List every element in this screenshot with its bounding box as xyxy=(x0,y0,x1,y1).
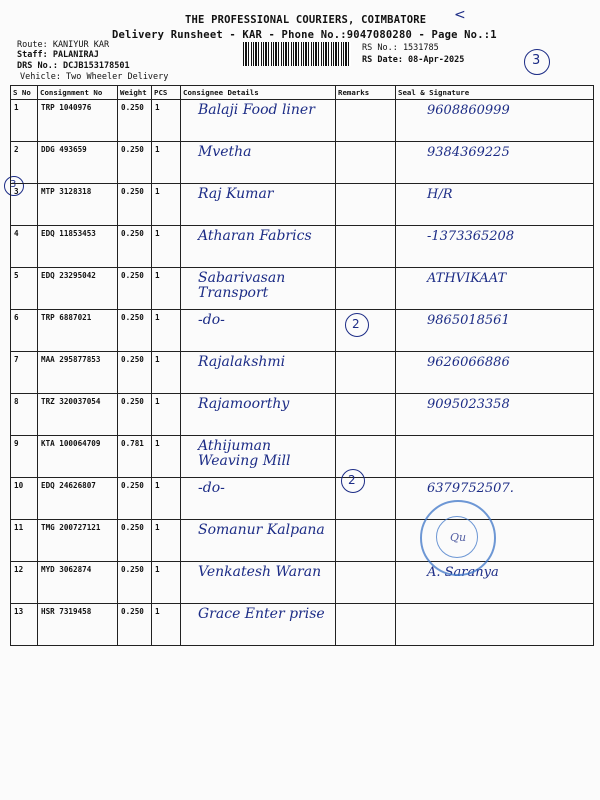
handwritten-signature: 9865018561 xyxy=(427,313,510,328)
sno-cell: 5 xyxy=(11,268,38,310)
signature-cell xyxy=(396,352,594,394)
consignment-cell: MTP 3128318 xyxy=(38,184,118,226)
pcs-cell: 1 xyxy=(152,142,181,184)
pcs-cell: 1 xyxy=(152,310,181,352)
consignment-cell: TRZ 320037054 xyxy=(38,394,118,436)
sno-cell: 9 xyxy=(11,436,38,478)
consignee-cell xyxy=(181,226,336,268)
consignee-cell xyxy=(181,394,336,436)
weight-cell: 0.250 xyxy=(118,142,152,184)
consignee-cell xyxy=(181,142,336,184)
row6-circle-label: 2 xyxy=(352,317,360,331)
weight-cell: 0.250 xyxy=(118,310,152,352)
consignment-cell: DDG 493659 xyxy=(38,142,118,184)
pcs-cell: 1 xyxy=(152,100,181,142)
consignee-cell xyxy=(181,352,336,394)
remarks-cell xyxy=(336,268,396,310)
handwritten-consignee: Mvetha xyxy=(198,144,252,160)
weight-cell: 0.250 xyxy=(118,604,152,646)
signature-cell xyxy=(396,310,594,352)
consignment-cell: MAA 295877853 xyxy=(38,352,118,394)
consignee-cell xyxy=(181,184,336,226)
consignment-cell: TRP 6887021 xyxy=(38,310,118,352)
handwritten-consignee: Somanur Kalpana xyxy=(198,522,325,538)
sno-cell: 2 xyxy=(11,142,38,184)
remarks-cell xyxy=(336,100,396,142)
table-row xyxy=(11,478,594,520)
weight-cell: 0.250 xyxy=(118,184,152,226)
handwritten-signature: 9384369225 xyxy=(427,145,510,160)
weight-cell: 0.250 xyxy=(118,226,152,268)
col-pcs: PCS xyxy=(152,86,181,100)
pcs-cell: 1 xyxy=(152,352,181,394)
table-row xyxy=(11,394,594,436)
weight-cell: 0.250 xyxy=(118,520,152,562)
table-row xyxy=(11,562,594,604)
table-row xyxy=(11,226,594,268)
sno-cell: 7 xyxy=(11,352,38,394)
sno-cell: 12 xyxy=(11,562,38,604)
table-row xyxy=(11,100,594,142)
sno-cell: 10 xyxy=(11,478,38,520)
sno-cell: 13 xyxy=(11,604,38,646)
top-mark: < xyxy=(454,7,466,23)
consignment-cell: EDQ 24626807 xyxy=(38,478,118,520)
page-circle xyxy=(524,49,550,75)
pcs-cell: 1 xyxy=(152,562,181,604)
consignment-cell: TRP 1040976 xyxy=(38,100,118,142)
vehicle-text: Vehicle: Two Wheeler Delivery xyxy=(20,72,169,82)
consignment-cell: TMG 200727121 xyxy=(38,520,118,562)
consignment-cell: HSR 7319458 xyxy=(38,604,118,646)
drs-text: DRS No.: DCJB153178501 xyxy=(17,61,130,71)
handwritten-signature: 9608860999 xyxy=(427,103,510,118)
col-remarks: Remarks xyxy=(336,86,396,100)
handwritten-signature: 6379752507. xyxy=(427,481,514,496)
weight-cell: 0.250 xyxy=(118,478,152,520)
table-row xyxy=(11,352,594,394)
table-row xyxy=(11,604,594,646)
handwritten-consignee: Atharan Fabrics xyxy=(198,228,312,244)
consignee-cell xyxy=(181,562,336,604)
consignee-cell xyxy=(181,604,336,646)
sno-cell: 4 xyxy=(11,226,38,268)
pcs-cell: 1 xyxy=(152,184,181,226)
consignment-cell: MYD 3062874 xyxy=(38,562,118,604)
signature-cell xyxy=(396,604,594,646)
consignee-cell xyxy=(181,310,336,352)
company-title: THE PROFESSIONAL COURIERS, COIMBATORE xyxy=(185,14,427,26)
remarks-cell xyxy=(336,604,396,646)
signature-cell xyxy=(396,100,594,142)
weight-cell: 0.250 xyxy=(118,268,152,310)
sno-cell: 11 xyxy=(11,520,38,562)
signature-cell xyxy=(396,562,594,604)
remarks-cell xyxy=(336,394,396,436)
consignment-cell: EDQ 23295042 xyxy=(38,268,118,310)
sno-cell: 6 xyxy=(11,310,38,352)
consignee-cell xyxy=(181,478,336,520)
handwritten-signature: A. Saranya xyxy=(427,565,499,580)
handwritten-signature: 9095023358 xyxy=(427,397,510,412)
handwritten-consignee: -do- xyxy=(198,312,225,328)
handwritten-consignee: Sabarivasan Transport xyxy=(198,270,286,301)
barcode xyxy=(243,42,351,66)
table-row xyxy=(11,436,594,478)
route-text: Route: KANIYUR KAR xyxy=(17,40,110,50)
sno-cell: 8 xyxy=(11,394,38,436)
remarks-cell xyxy=(336,562,396,604)
signature-cell xyxy=(396,394,594,436)
sno-cell: 1 xyxy=(11,100,38,142)
row10-circle-label: 2 xyxy=(348,473,356,487)
handwritten-consignee: Grace Enter prise xyxy=(198,606,325,622)
remarks-cell xyxy=(336,226,396,268)
handwritten-consignee: -do- xyxy=(198,480,225,496)
weight-cell: 0.250 xyxy=(118,562,152,604)
handwritten-signature: -1373365208 xyxy=(427,229,515,244)
consignment-cell: EDQ 11853453 xyxy=(38,226,118,268)
signature-cell xyxy=(396,436,594,478)
col-signature: Seal & Signature xyxy=(396,86,594,100)
remarks-cell xyxy=(336,520,396,562)
handwritten-signature: ATHVIKAAT xyxy=(427,271,507,286)
pcs-cell: 1 xyxy=(152,478,181,520)
rs-date: RS Date: 08-Apr-2025 xyxy=(362,55,465,65)
handwritten-consignee: Balaji Food liner xyxy=(198,102,315,118)
table-row xyxy=(11,268,594,310)
runsheet-subtitle: Delivery Runsheet - KAR - Phone No.:9047080280 - Page No.:1 xyxy=(112,29,497,41)
runsheet-table xyxy=(10,85,594,646)
row6-circle xyxy=(345,313,369,337)
col-sno: S No xyxy=(11,86,38,100)
col-weight: Weight xyxy=(118,86,152,100)
weight-cell: 0.250 xyxy=(118,100,152,142)
table-header-row xyxy=(11,86,594,100)
signature-cell xyxy=(396,268,594,310)
handwritten-signature: 9626066886 xyxy=(427,355,510,370)
signature-cell xyxy=(396,478,594,520)
pcs-cell: 1 xyxy=(152,394,181,436)
pcs-cell: 1 xyxy=(152,436,181,478)
pcs-cell: 1 xyxy=(152,604,181,646)
weight-cell: 0.250 xyxy=(118,352,152,394)
page-circle-label: 3 xyxy=(532,53,541,68)
stamp-text: Qu xyxy=(449,531,467,544)
col-consignment: Consignment No xyxy=(38,86,118,100)
remarks-cell xyxy=(336,142,396,184)
row-circle-label: 3 xyxy=(10,179,17,190)
consignee-cell xyxy=(181,436,336,478)
pcs-cell: 1 xyxy=(152,520,181,562)
row10-circle xyxy=(341,469,365,493)
handwritten-consignee: Rajalakshmi xyxy=(198,354,286,370)
handwritten-consignee: Venkatesh Waran xyxy=(198,564,322,580)
consignee-cell xyxy=(181,520,336,562)
sno-cell: 3 xyxy=(11,184,38,226)
pcs-cell: 1 xyxy=(152,226,181,268)
delivery-stamp xyxy=(420,500,496,576)
handwritten-consignee: Raj Kumar xyxy=(198,186,274,202)
weight-cell: 0.250 xyxy=(118,394,152,436)
weight-cell: 0.781 xyxy=(118,436,152,478)
remarks-cell xyxy=(336,184,396,226)
pcs-cell: 1 xyxy=(152,268,181,310)
handwritten-consignee: Athijuman Weaving Mill xyxy=(198,438,291,469)
handwritten-signature: H/R xyxy=(427,187,453,202)
handwritten-consignee: Rajamoorthy xyxy=(198,396,290,412)
consignment-cell: KTA 100064709 xyxy=(38,436,118,478)
consignee-cell xyxy=(181,100,336,142)
signature-cell xyxy=(396,142,594,184)
rs-number: RS No.: 1531785 xyxy=(362,43,439,53)
staff-text: Staff: PALANIRAJ xyxy=(17,50,99,60)
table-row xyxy=(11,520,594,562)
table-row xyxy=(11,142,594,184)
table-row xyxy=(11,310,594,352)
col-consignee: Consignee Details xyxy=(181,86,336,100)
signature-cell xyxy=(396,184,594,226)
signature-cell xyxy=(396,226,594,268)
consignee-cell xyxy=(181,268,336,310)
remarks-cell xyxy=(336,352,396,394)
table-row xyxy=(11,184,594,226)
